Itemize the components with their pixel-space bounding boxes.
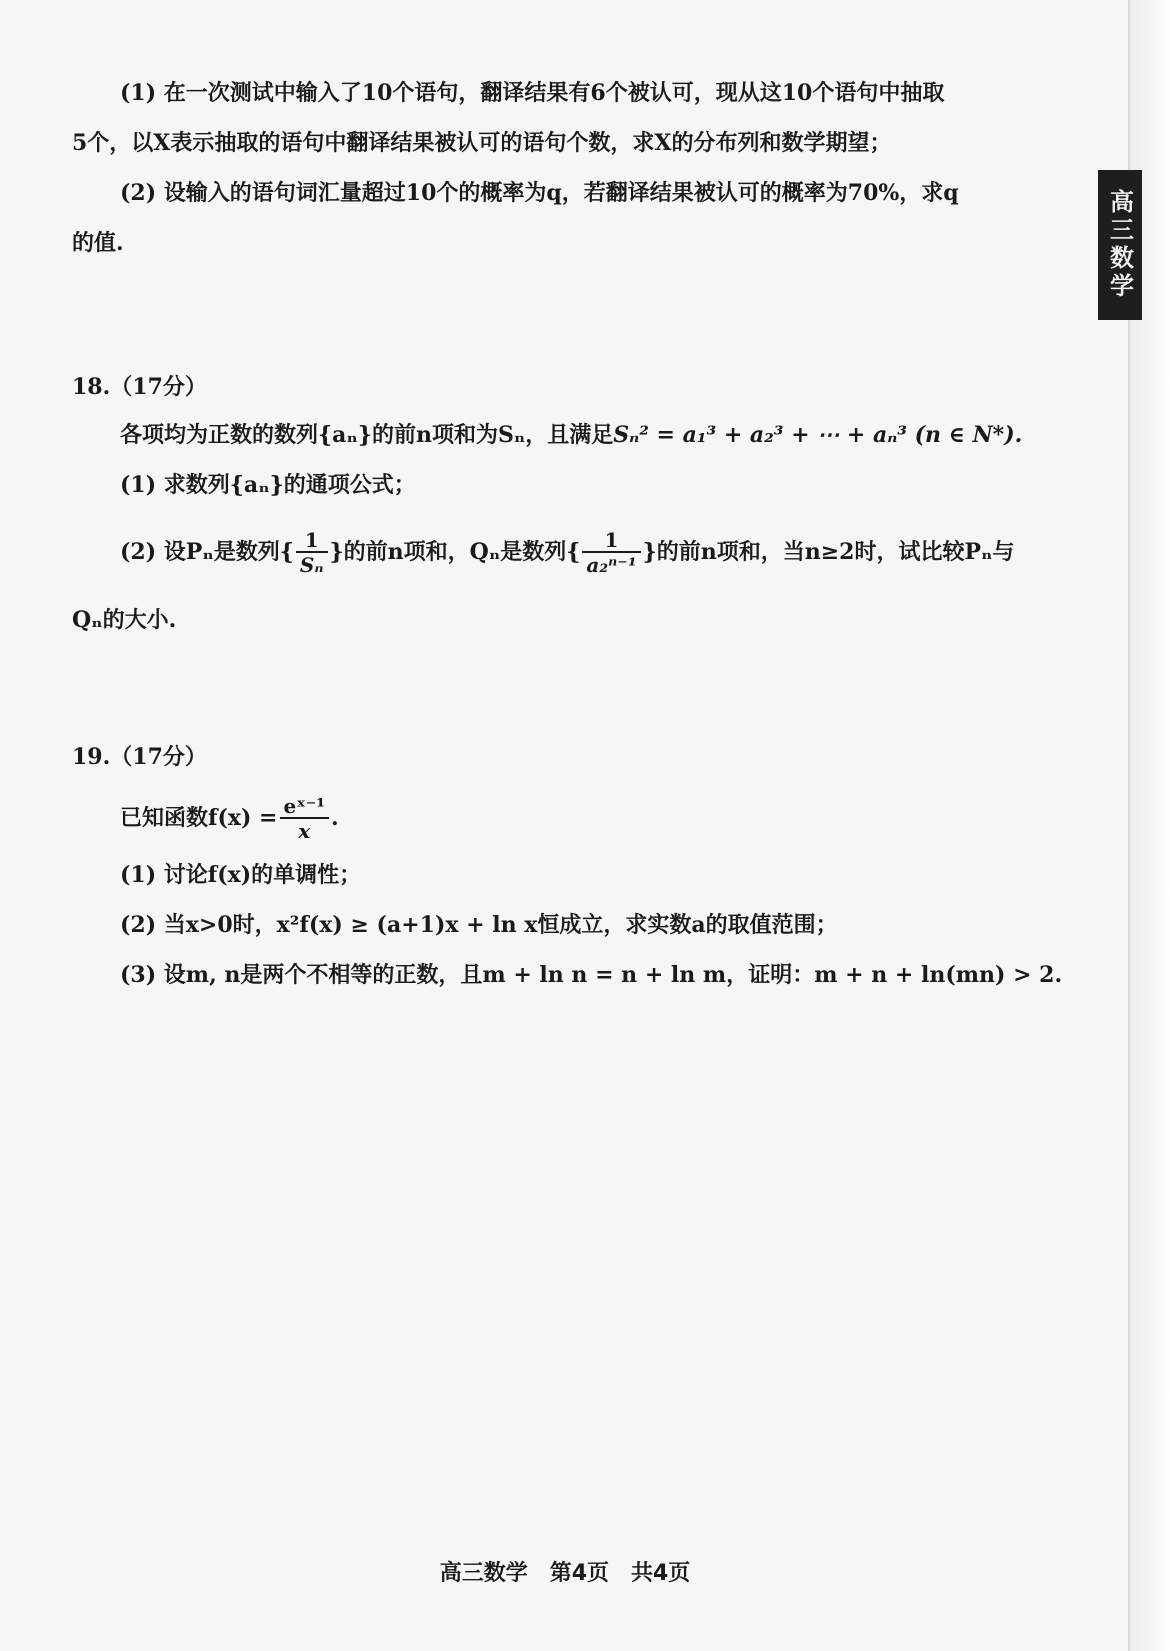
fraction-numerator: 1 [296, 529, 328, 553]
q17-part2-line1: (2) 设输入的语句词汇量超过10个的概率为q，若翻译结果被认可的概率为70%，求q [120, 180, 959, 206]
page-footer: 高三数学 第4页 共4页 [439, 1561, 691, 1586]
q18-part2-line2: Qₙ的大小. [72, 607, 177, 633]
q19-part2: (2) 当x>0时，x²f(x) ≥ (a+1)x + ln x恒成立，求实数a的取值范围； [120, 912, 838, 938]
q18-stem [120, 420, 1022, 450]
fraction-denominator: x [298, 819, 311, 843]
q18-part2-text-a: (2) 设Pₙ是数列{ [120, 539, 294, 565]
fraction-numerator: 1 [582, 529, 640, 553]
fraction-1-over-sn [296, 529, 328, 577]
q19-part1: (1) 讨论f(x)的单调性； [120, 862, 362, 888]
q18-stem-formula: Sₙ² = a₁³ + a₂³ + ⋯ + aₙ³ (n ∈ N*). [613, 422, 1023, 448]
q19-stem-end: . [331, 805, 339, 831]
q18-part2-line1 [120, 522, 1014, 582]
q18-header: 18.（17分） [72, 374, 207, 400]
fraction-exp-over-x [280, 795, 330, 843]
q18-stem-text: 各项均为正数的数列{aₙ}的前n项和为Sₙ，且满足 [120, 422, 614, 448]
q19-stem-text: 已知函数f(x) = [120, 805, 278, 831]
q19-part3: (3) 设m, n是两个不相等的正数，且m + ln n = n + ln m，证明：m + n + ln(mn) > 2. [120, 962, 1063, 988]
fraction-1-over-a [582, 529, 640, 577]
fraction-numerator: eˣ⁻¹ [280, 795, 330, 819]
q18-part2-text-b: }的前n项和，Qₙ是数列{ [329, 539, 581, 565]
q17-part2-line2: 的值. [72, 230, 124, 256]
fraction-denominator: Sₙ [299, 553, 324, 577]
q19-header: 19.（17分） [72, 744, 207, 770]
q18-part1: (1) 求数列{aₙ}的通项公式； [120, 472, 416, 498]
subject-side-tab: 高三数学 [1098, 170, 1142, 320]
fraction-denominator: a₂ⁿ⁻¹ [586, 553, 637, 577]
q17-part1-line1: (1) 在一次测试中输入了10个语句，翻译结果有6个被认可，现从这10个语句中抽取 [120, 80, 945, 106]
q18-part2-text-c: }的前n项和，当n≥2时，试比较Pₙ与 [642, 539, 1015, 565]
q17-part1-line2: 5个，以X表示抽取的语句中翻译结果被认可的语句个数，求X的分布列和数学期望； [72, 130, 892, 156]
q19-stem [120, 788, 339, 848]
